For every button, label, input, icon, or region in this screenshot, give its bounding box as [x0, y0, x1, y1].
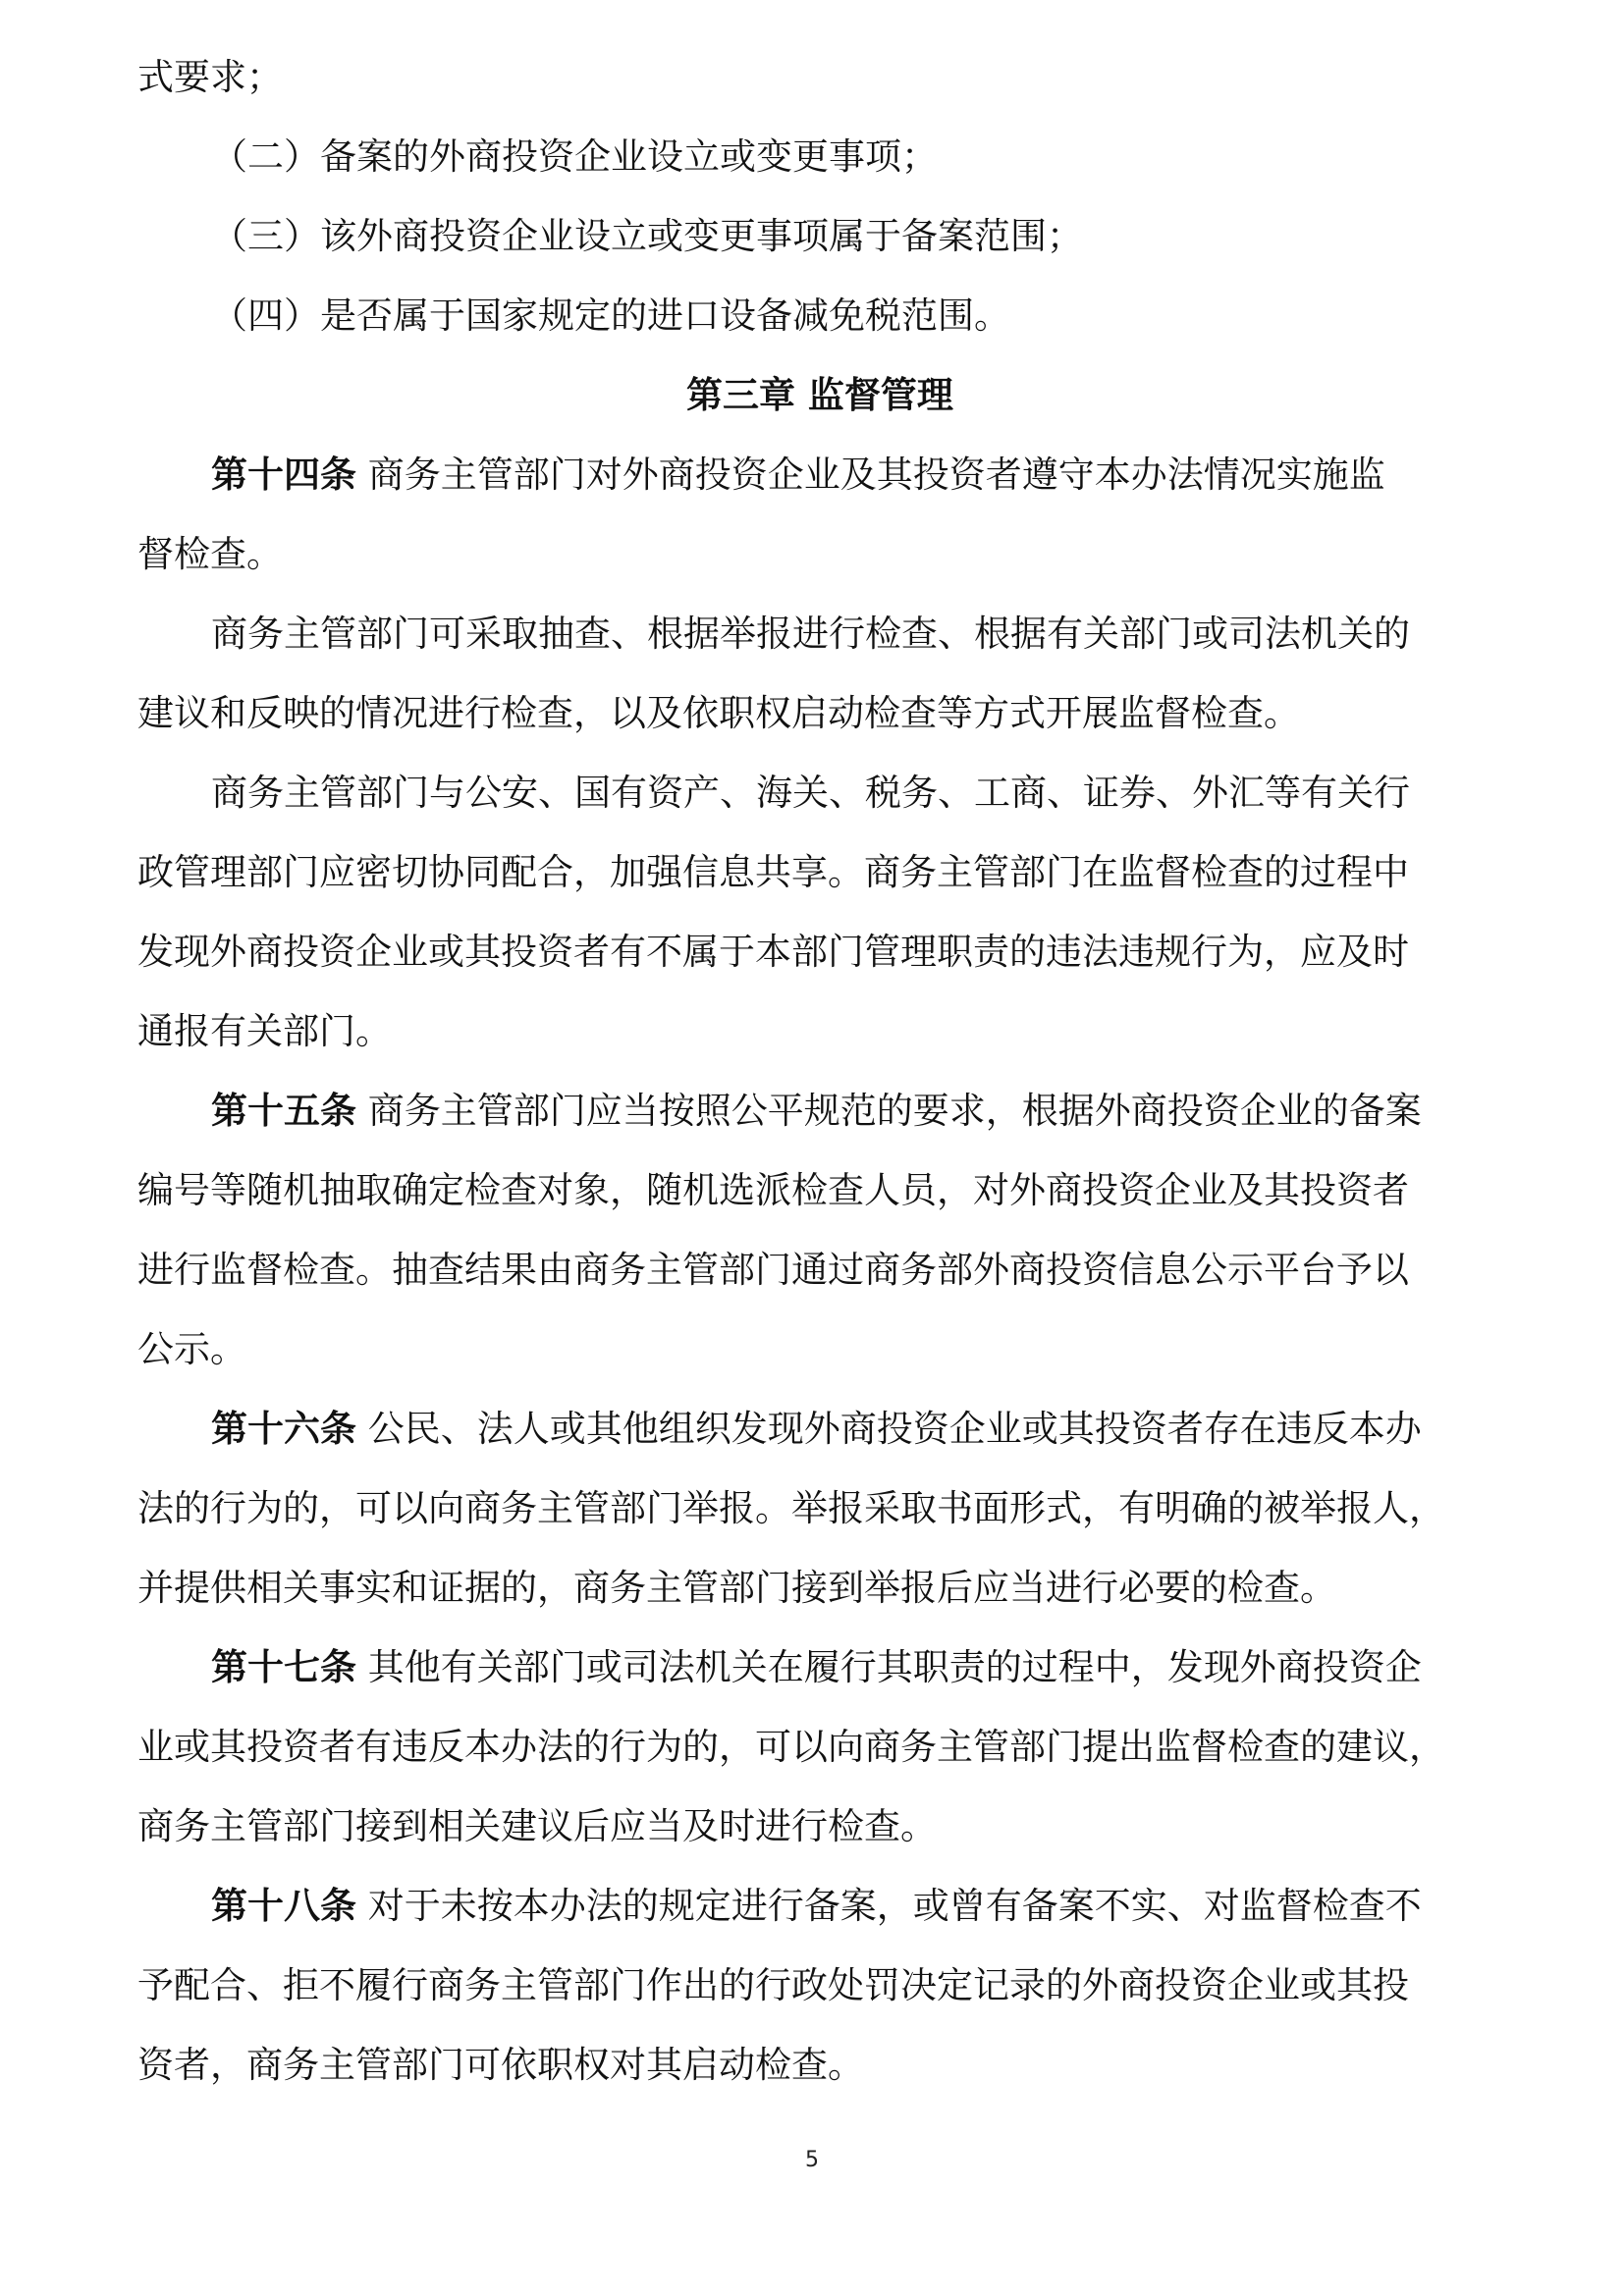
- article-17-line: [137, 1628, 1502, 1707]
- article-17-title: 第十七条: [211, 1646, 356, 1688]
- continuation-line: 式要求；: [137, 56, 283, 98]
- article-17-line: 商务主管部门接到相关建议后应当及时进行检查。: [137, 1805, 937, 1847]
- article-16-line: 法的行为的，可以向商务主管部门举报。举报采取书面形式，有明确的被举报人，: [137, 1487, 1445, 1529]
- paragraph-line: 商务主管部门可采取抽查、根据举报进行检查、根据有关部门或司法机关的: [211, 613, 1410, 655]
- paragraph-line: 商务主管部门与公安、国有资产、海关、税务、工商、证券、外汇等有关行: [211, 772, 1410, 814]
- page-number: 5: [805, 2148, 819, 2172]
- paragraph-line: 政管理部门应密切协同配合，加强信息共享。商务主管部门在监督检查的过程中: [137, 851, 1409, 893]
- article-15-title: 第十五条: [211, 1090, 356, 1132]
- article-14-line: 督检查。: [137, 533, 283, 575]
- article-17-line: 业或其投资者有违反本办法的行为的，可以向商务主管部门提出监督检查的建议，: [137, 1726, 1445, 1768]
- article-18-text: 对于未按本办法的规定进行备案，或曾有备案不实、对监督检查不: [367, 1885, 1422, 1927]
- article-15-text: 商务主管部门应当按照公平规范的要求，根据外商投资企业的备案: [367, 1090, 1422, 1132]
- article-18-title: 第十八条: [211, 1885, 356, 1927]
- article-18-line: [137, 1866, 1502, 1946]
- article-14-line: [137, 435, 1502, 514]
- article-16-text: 公民、法人或其他组织发现外商投资企业或其投资者存在违反本办: [367, 1408, 1422, 1450]
- list-item: （三）该外商投资企业设立或变更事项属于备案范围；: [211, 215, 1083, 257]
- list-item: （四）是否属于国家规定的进口设备减免税范围。: [211, 294, 1010, 337]
- article-15-line: [137, 1071, 1502, 1150]
- article-15-line: 编号等随机抽取确定检查对象，随机选派检查人员，对外商投资企业及其投资者: [137, 1169, 1409, 1211]
- chapter-heading: 第三章 监督管理: [686, 374, 953, 416]
- paragraph-line: 建议和反映的情况进行检查，以及依职权启动检查等方式开展监督检查。: [137, 692, 1300, 734]
- article-14-title: 第十四条: [211, 454, 356, 496]
- paragraph-line: 发现外商投资企业或其投资者有不属于本部门管理职责的违法违规行为，应及时: [137, 931, 1409, 973]
- article-16-title: 第十六条: [211, 1408, 356, 1450]
- article-15-line: 公示。: [137, 1328, 246, 1370]
- article-16-line: [137, 1389, 1502, 1468]
- article-14-text: 商务主管部门对外商投资企业及其投资者遵守本办法情况实施监: [367, 454, 1385, 496]
- article-16-line: 并提供相关事实和证据的，商务主管部门接到举报后应当进行必要的检查。: [137, 1567, 1336, 1609]
- article-18-line: 予配合、拒不履行商务主管部门作出的行政处罚决定记录的外商投资企业或其投: [137, 1964, 1409, 2006]
- article-15-line: 进行监督检查。抽查结果由商务主管部门通过商务部外商投资信息公示平台予以: [137, 1249, 1409, 1291]
- list-item: （二）备案的外商投资企业设立或变更事项；: [211, 135, 938, 178]
- article-18-line: 资者，商务主管部门可依职权对其启动检查。: [137, 2044, 864, 2086]
- paragraph-line: 通报有关部门。: [137, 1010, 392, 1052]
- article-17-text: 其他有关部门或司法机关在履行其职责的过程中，发现外商投资企: [367, 1646, 1422, 1688]
- document-page: [137, 37, 1502, 2105]
